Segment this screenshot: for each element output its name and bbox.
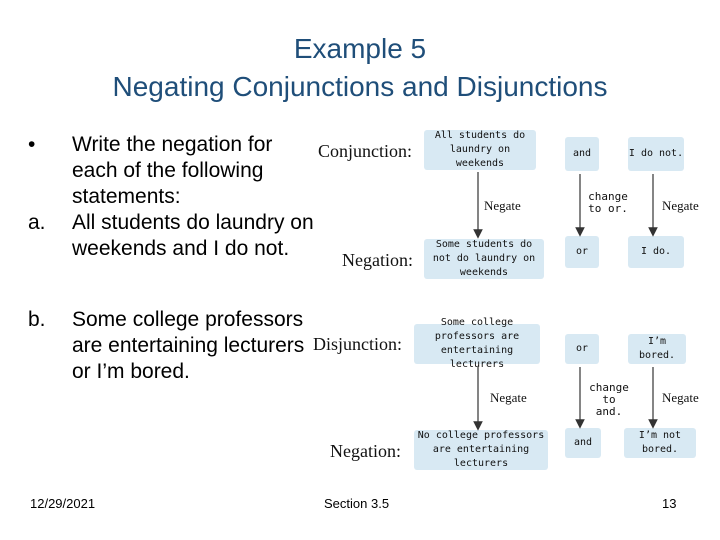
neg-connector-box-a bbox=[565, 236, 599, 268]
negate-label-right-a: Negate bbox=[662, 198, 699, 213]
footer-date: 12/29/2021 bbox=[30, 496, 96, 511]
neg-statement-box-a bbox=[424, 239, 544, 279]
conj-statement-text: All students do laundry on weekends bbox=[434, 130, 526, 169]
disj-second-box bbox=[628, 334, 686, 364]
footer-section: Section 3.5 bbox=[324, 496, 390, 511]
negation-label-a: Negation: bbox=[342, 250, 413, 270]
conj-second-box bbox=[628, 137, 684, 171]
negate-label-left-b: Negate bbox=[490, 390, 527, 405]
neg-second-text-a: I do. bbox=[640, 246, 672, 257]
neg-connector-text-a: or bbox=[575, 246, 589, 257]
neg-statement-box-b bbox=[414, 430, 548, 470]
title-line-1: Example 5 bbox=[293, 33, 427, 64]
neg-second-text-b: I’m not bored. bbox=[638, 430, 682, 455]
bullet-a-text: All students do laundry on weekends and I do not. bbox=[72, 211, 314, 260]
neg-statement-text-b: No college professors are entertaining lecturers bbox=[417, 430, 545, 469]
negate-label-left-a: Negate bbox=[484, 198, 521, 213]
bullet-a bbox=[28, 210, 318, 262]
bullet-b-text: Some college professors are entertaining lecturers or I’m bored. bbox=[72, 308, 305, 383]
conjunction-label: Conjunction: bbox=[318, 141, 412, 161]
disjunction-label: Disjunction: bbox=[313, 334, 402, 354]
change-to-or-label: change to or. bbox=[588, 190, 628, 215]
neg-second-box-a bbox=[628, 236, 684, 268]
neg-connector-text-b: and bbox=[573, 437, 593, 448]
disj-connector-text: or bbox=[575, 343, 589, 354]
disj-second-text: I’m bored. bbox=[638, 336, 676, 361]
disj-statement-text: Some college professors are entertaining lecturers bbox=[434, 317, 520, 370]
bullet-a-marker: a. bbox=[28, 211, 46, 234]
bullet-b bbox=[28, 307, 318, 385]
bullet-list bbox=[28, 132, 318, 385]
disj-statement-box bbox=[414, 317, 540, 370]
footer-page-number: 13 bbox=[662, 496, 677, 511]
negation-label-b: Negation: bbox=[330, 441, 401, 461]
conj-connector-text: and bbox=[572, 148, 592, 159]
conj-statement-box bbox=[424, 130, 536, 170]
change-to-and-label: change to and. bbox=[589, 381, 629, 418]
bullet-intro-text: Write the negation for each of the following statements: bbox=[72, 133, 273, 208]
title-line-2: Negating Conjunctions and Disjunctions bbox=[112, 71, 608, 102]
conj-second-text: I do not. bbox=[628, 148, 684, 159]
slide-title bbox=[0, 30, 720, 106]
conj-connector-box bbox=[565, 137, 599, 171]
bullet-intro bbox=[28, 132, 318, 210]
negate-label-right-b: Negate bbox=[662, 390, 699, 405]
neg-statement-text-a: Some students do not do laundry on weekends bbox=[432, 239, 536, 278]
bullet-b-marker: b. bbox=[28, 308, 46, 331]
neg-second-box-b bbox=[624, 428, 696, 458]
neg-connector-box-b bbox=[565, 428, 601, 458]
bullet-marker: • bbox=[28, 133, 36, 156]
disj-connector-box bbox=[565, 334, 599, 364]
